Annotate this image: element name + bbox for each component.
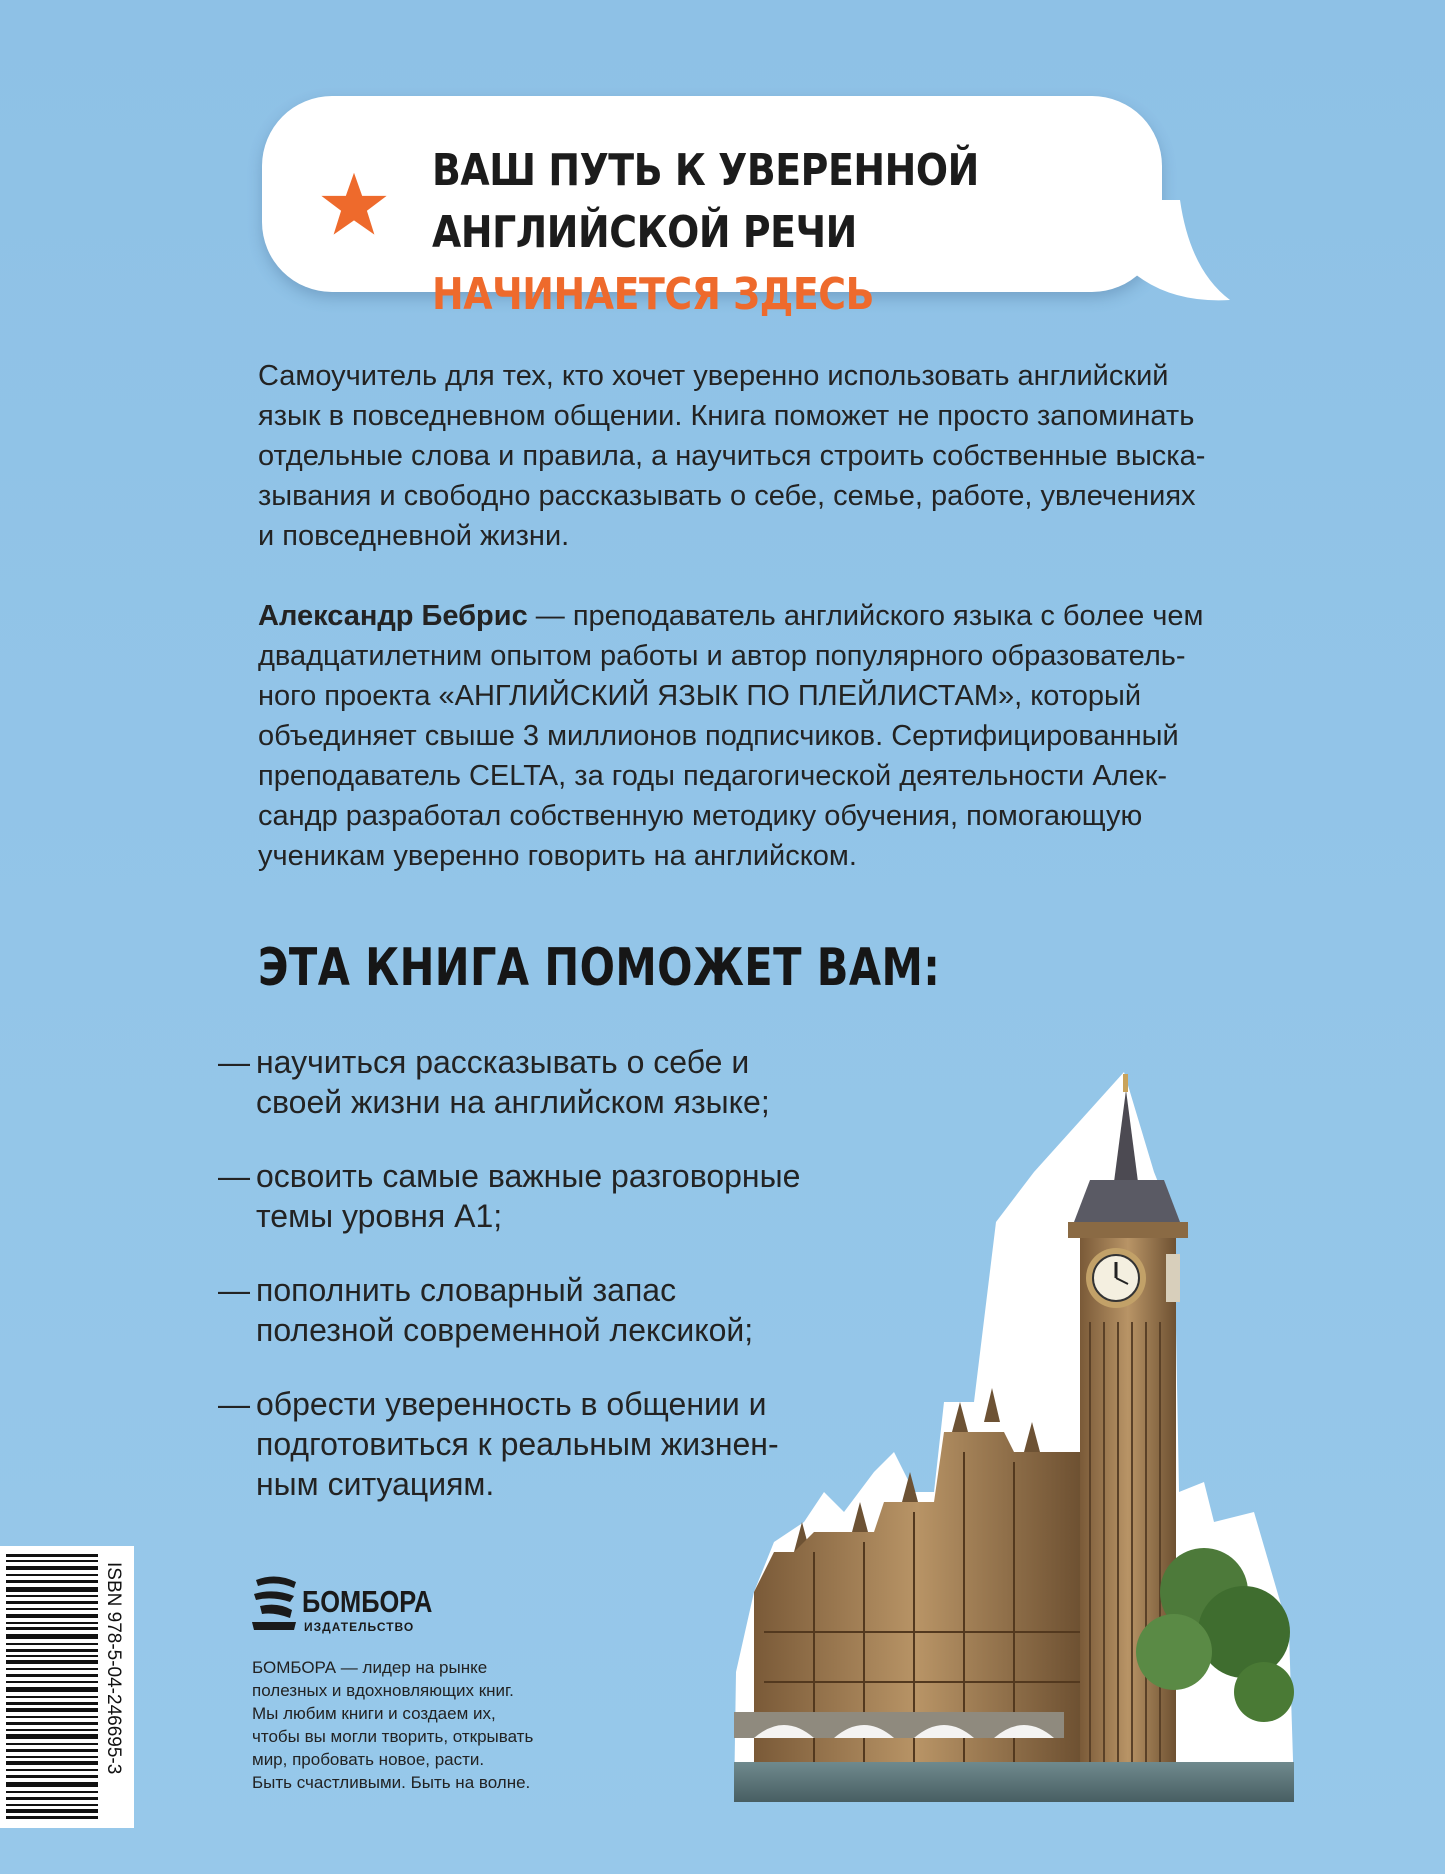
list-dash: — [218, 1044, 250, 1080]
author-name: Александр Бебрис [258, 600, 528, 632]
author-line: двадцатилетним опытом работы и автор популярного образователь- [258, 640, 1186, 672]
author-line: ного проекта «АНГЛИЙСКИЙ ЯЗЫК ПО ПЛЕЙЛИСТАМ», который [258, 680, 1142, 712]
headline-line-2-plain: АНГЛИЙСКОЙ РЕЧИ [432, 207, 857, 258]
intro-line: отдельные слова и правила, а научиться строить собственные выска- [258, 440, 1206, 472]
list-item-text: пополнить словарный запас полезной современной лексикой; [256, 1272, 754, 1348]
author-line: объединяет свыше 3 миллионов подписчиков. Сертифицированный [258, 720, 1179, 752]
list-item-text: обрести уверенность в общении и подготовиться к реальным жизнен-ным ситуациям. [256, 1386, 779, 1502]
publisher-line: полезных и вдохновляющих книг. [252, 1681, 514, 1700]
publisher-logo-sub: ИЗДАТЕЛЬСТВО [304, 1620, 415, 1634]
author-line: преподаватель CELTA, за годы педагогической деятельности Алек- [258, 760, 1168, 792]
intro-line: Самоучитель для тех, кто хочет уверенно использовать английский [258, 360, 1169, 392]
list-dash: — [218, 1272, 250, 1308]
intro-line: и повседневной жизни. [258, 520, 570, 552]
publisher-description [252, 1656, 592, 1794]
list-item-text: освоить самые важные разговорные темы уровня A1; [256, 1158, 801, 1234]
publisher-line: мир, пробовать новое, расти. [252, 1750, 485, 1769]
publisher-line: чтобы вы могли творить, открывать [252, 1727, 534, 1746]
headline-accent: НАЧИНАЕТСЯ ЗДЕСЬ [432, 269, 875, 320]
headline-line-2 [432, 202, 1051, 326]
big-ben-westminster-illustration [734, 1072, 1294, 1814]
author-line [258, 596, 1238, 636]
publisher-line: БОМБОРА — лидер на рынке [252, 1658, 488, 1677]
barcode-bars [6, 1554, 98, 1820]
headline [432, 140, 1051, 326]
publisher-logo-name: БОМБОРА [302, 1584, 433, 1619]
intro-line: язык в повседневном общении. Книга поможет не просто запоминать [258, 400, 1195, 432]
author-line-rest: — преподаватель английского языка с более чем [527, 600, 1204, 632]
headline-line-1: ВАШ ПУТЬ К УВЕРЕННОЙ [432, 145, 979, 196]
author-line: сандр разработал собственную методику обучения, помогающую [258, 800, 1143, 832]
publisher-line: Быть счастливыми. Быть на волне. [252, 1773, 531, 1792]
publisher-line: Мы любим книги и создаем их, [252, 1704, 496, 1723]
list-dash: — [218, 1158, 250, 1194]
author-paragraph [258, 596, 1238, 876]
intro-paragraph [258, 356, 1238, 556]
star-icon [320, 170, 388, 238]
author-line: ученикам уверенно говорить на английском. [258, 840, 857, 872]
bubble-tail [1120, 200, 1230, 310]
list-item-text: научиться рассказывать о себе и своей жизни на английском языке; [256, 1044, 770, 1120]
list-dash: — [218, 1386, 250, 1422]
isbn-text: ISBN 978-5-04-246695-3 [103, 1562, 124, 1775]
intro-line: зывания и свободно рассказывать о себе, семье, работе, увлечениях [258, 480, 1196, 512]
helps-title: ЭТА КНИГА ПОМОЖЕТ ВАМ: [258, 938, 941, 998]
